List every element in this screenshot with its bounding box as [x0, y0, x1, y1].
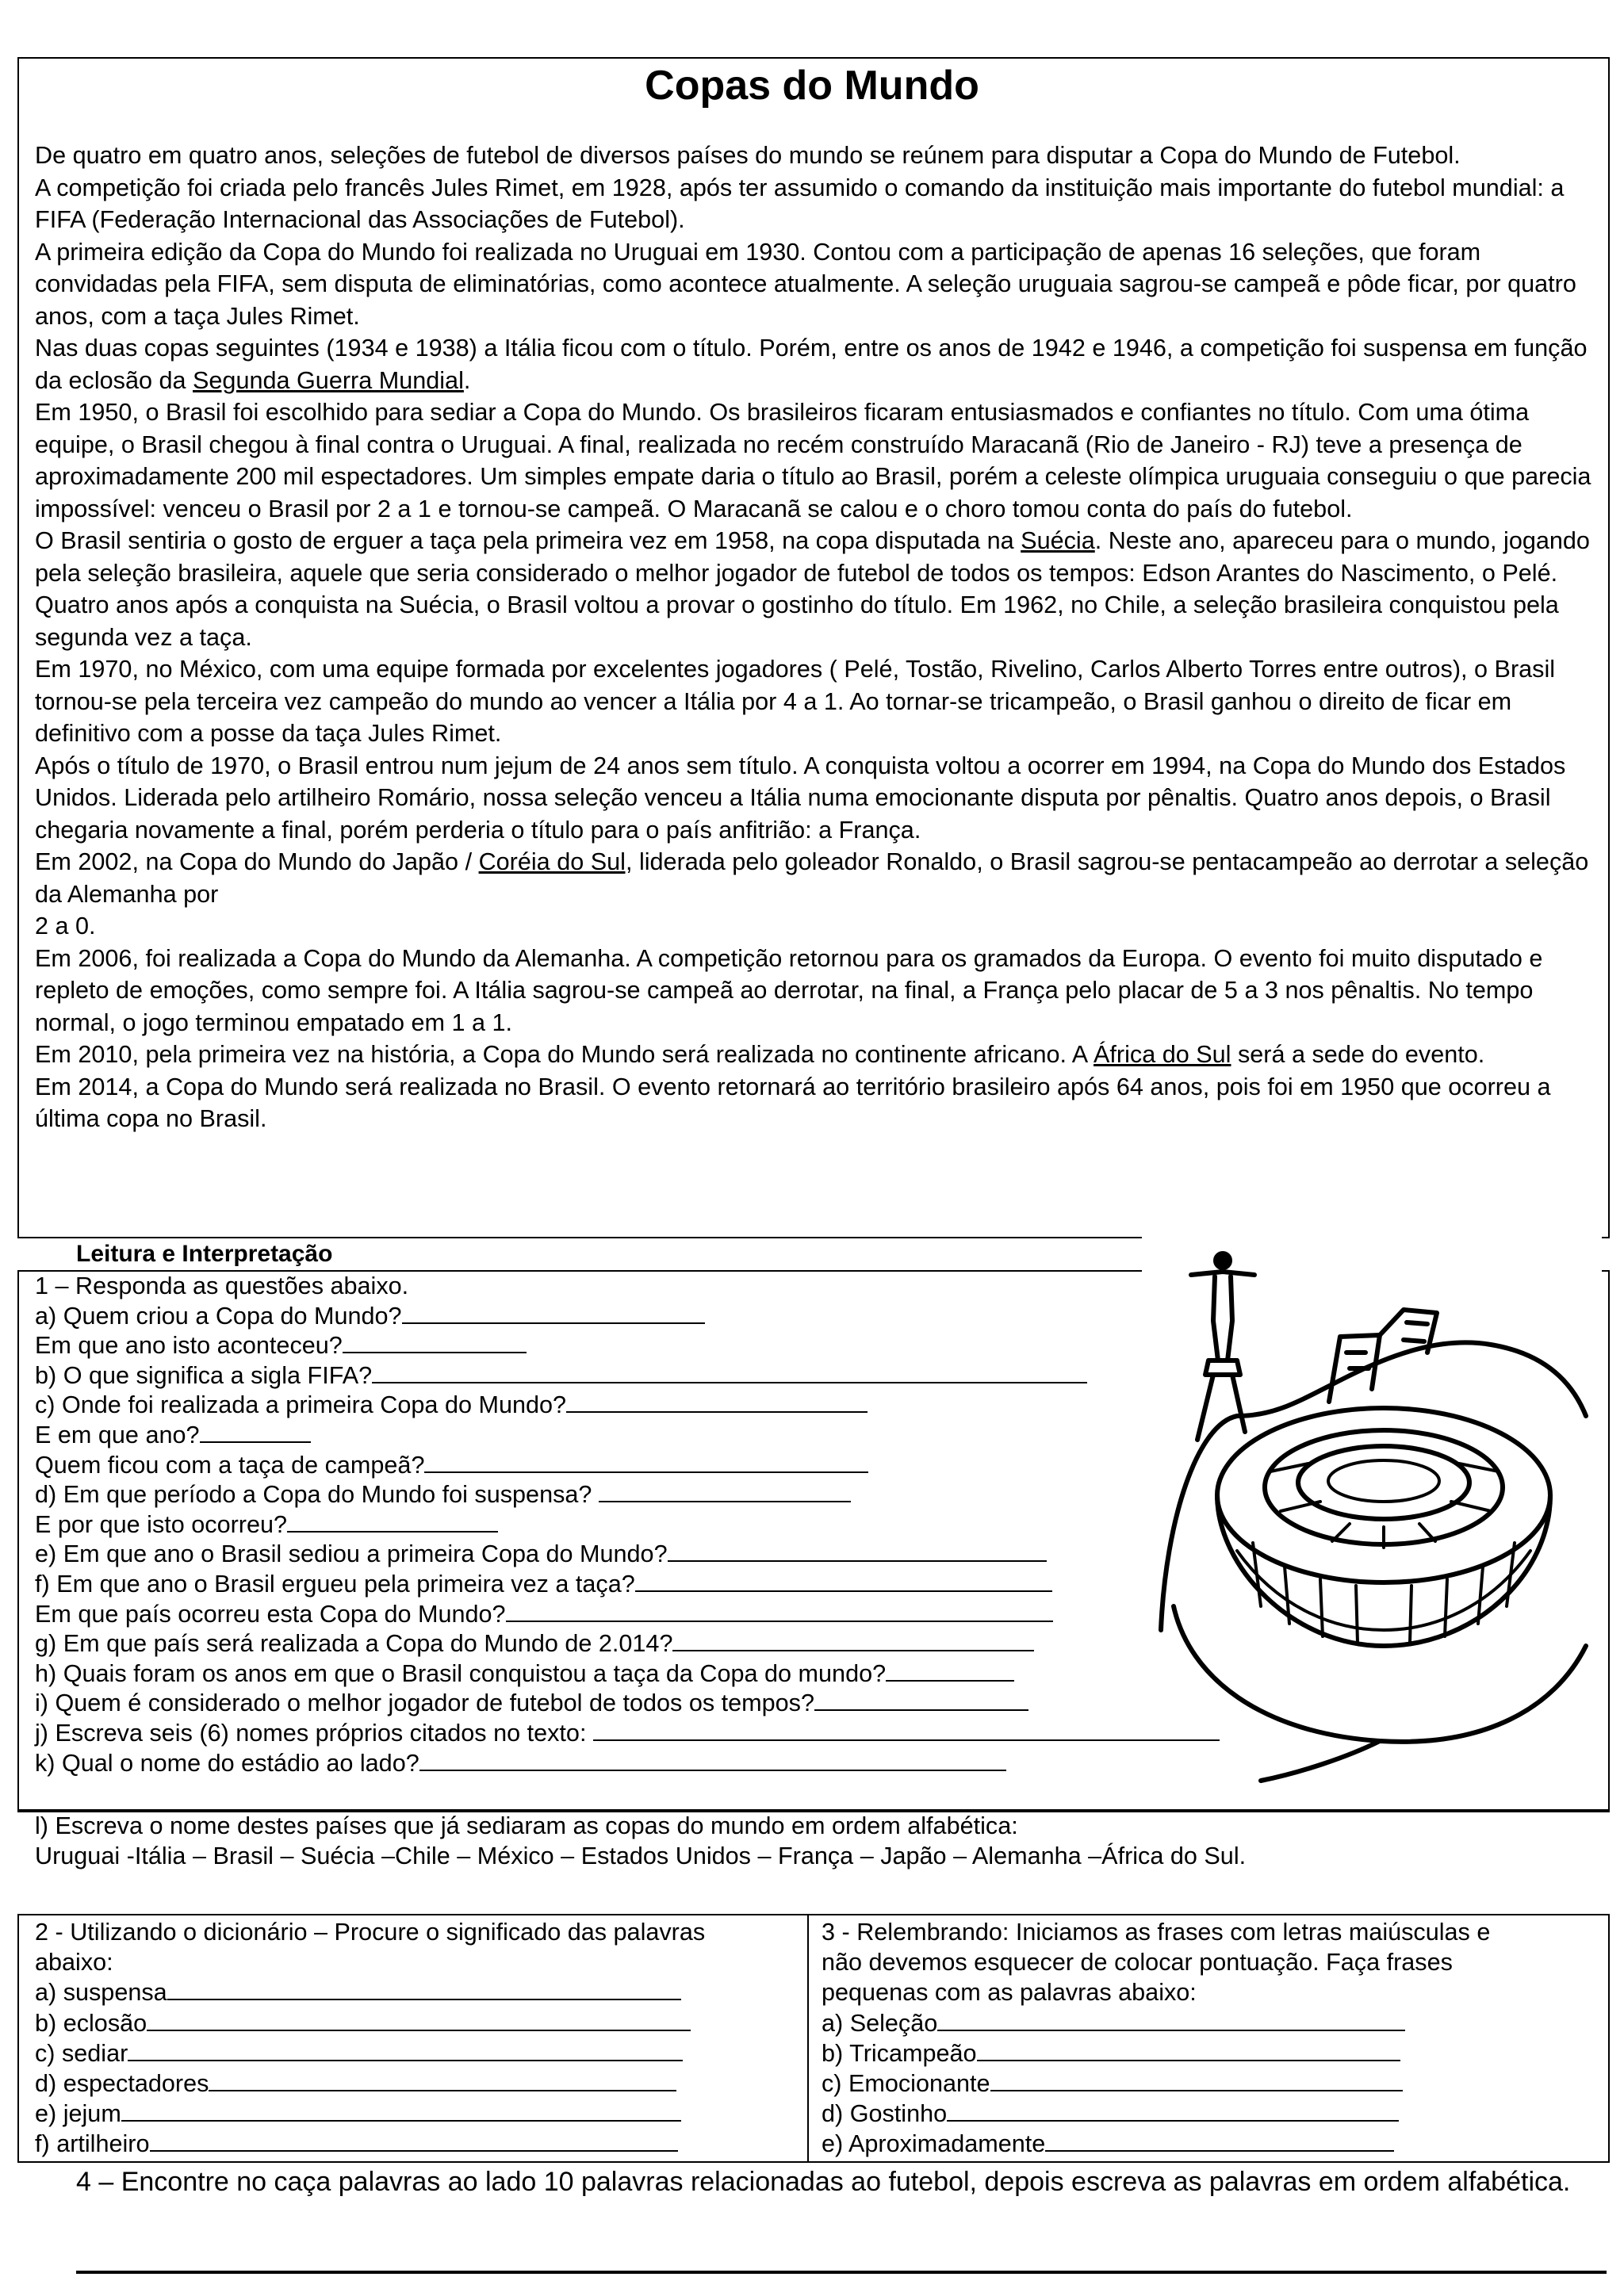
- countries-list: Uruguai -Itália – Brasil – Suécia –Chile – México – Estados Unidos – França – Japão – Alemanha –África do Sul.: [35, 1843, 1247, 1869]
- section-heading: Leitura e Interpretação: [76, 1241, 333, 1267]
- dictionary-item[interactable]: f) artilheiro: [35, 2129, 796, 2159]
- dictionary-exercise: [35, 1917, 796, 2160]
- paragraph: De quatro em quatro anos, seleções de futebol de diversos países do mundo se reúnem para disputar a Copa do Mundo de Futebol.: [35, 142, 1461, 169]
- paragraph: Em 1970, no México, com uma equipe formada por excelentes jogadores ( Pelé, Tostão, Rivelino, Carlos Alberto Torres entre outros), o Brasil tornou-se pela terceira vez campeão do mundo ao vencer a Itália por 4 a 1. Ao tornar-se tricampeão, o Brasil ganhou o direito de ficar em definitivo com a posse da taça Jules Rimet.: [35, 656, 1556, 747]
- dictionary-item[interactable]: e) jejum: [35, 2099, 796, 2129]
- page-title: Copas do Mundo: [645, 63, 979, 109]
- question-a[interactable]: a) Quem criou a Copa do Mundo?: [35, 1302, 1161, 1332]
- question-4: 4 – Encontre no caça palavras ao lado 10 palavras relacionadas ao futebol, depois escreva as palavras em ordem alfabética.: [76, 2167, 1571, 2197]
- paragraph: Após o título de 1970, o Brasil entrou num jejum de 24 anos sem título. A conquista voltou a ocorrer em 1994, na Copa do Mundo dos Estados Unidos. Liderada pelo artilheiro Romário, nossa seleção venceu a Itália numa emocionante disputa por pênaltis. Quatro anos depois, o Brasil chegaria novamente a final, porém perderia o título para o país anfitrião: a França.: [35, 752, 1566, 844]
- question-l: [35, 1811, 1589, 1871]
- paragraph: Em 2002, na Copa do Mundo do Japão / Coréia do Sul, liderada pelo goleador Ronaldo, o Brasil sagrou-se pentacampeão ao derrotar a seleção da Alemanha por: [35, 848, 1589, 908]
- paragraph: 2 a 0.: [35, 913, 96, 939]
- question-g[interactable]: g) Em que país será realizada a Copa do Mundo de 2.014?: [35, 1629, 1161, 1659]
- paragraph: Nas duas copas seguintes (1934 e 1938) a Itália ficou com o título. Porém, entre os anos de 1942 e 1946, a competição foi suspensa em função da eclosão da Segunda Guerra Mundial.: [35, 335, 1588, 394]
- sentences-item[interactable]: a) Seleção: [822, 2008, 1599, 2038]
- sentences-item[interactable]: b) Tricampeão: [822, 2038, 1599, 2068]
- sentences-heading: pequenas com as palavras abaixo:: [822, 1979, 1197, 2007]
- link-suecia[interactable]: Suécia: [1021, 527, 1095, 554]
- paragraph: Em 2006, foi realizada a Copa do Mundo da Alemanha. A competição retornou para os gramados da Europa. O evento foi muito disputado e repleto de emoções, como sempre foi. A Itália sagrou-se campeã ao derrotar, na final, a França pelo placar de 5 a 3 nos pênaltis. No tempo normal, o jogo terminou empatado em 1 a 1.: [35, 944, 1543, 1036]
- question-d2[interactable]: E por que isto ocorreu?: [35, 1510, 1161, 1540]
- question-f[interactable]: f) Em que ano o Brasil ergueu pela primeira vez a taça?: [35, 1570, 1161, 1600]
- answer-line[interactable]: [76, 2271, 1607, 2274]
- question-c2[interactable]: E em que ano?: [35, 1421, 1161, 1451]
- link-segunda-guerra[interactable]: Segunda Guerra Mundial: [193, 366, 464, 394]
- question-f2[interactable]: Em que país ocorreu esta Copa do Mundo?: [35, 1600, 1161, 1630]
- sentences-exercise: [822, 1917, 1599, 2160]
- question-intro: 1 – Responda as questões abaixo.: [35, 1272, 409, 1299]
- question-e[interactable]: e) Em que ano o Brasil sediou a primeira Copa do Mundo?: [35, 1540, 1161, 1570]
- paragraph: A competição foi criada pelo francês Jules Rimet, em 1928, após ter assumido o comando da instituição mais importante do futebol mundial: a FIFA (Federação Internacional das Associações de Futebol).: [35, 174, 1565, 233]
- paragraph: O Brasil sentiria o gosto de erguer a taça pela primeira vez em 1958, na copa disputada na Suécia. Neste ano, apareceu para o mundo, jogando pela seleção brasileira, aquele que seria considerado o melhor jogador de futebol de todos os tempos: Edson Arantes do Nascimento, o Pelé.: [35, 527, 1590, 587]
- sentences-heading: não devemos esquecer de colocar pontuação. Faça frases: [822, 1949, 1453, 1976]
- paragraph: Em 1950, o Brasil foi escolhido para sediar a Copa do Mundo. Os brasileiros ficaram entusiasmados e confiantes no título. Com uma ótima equipe, o Brasil chegou à final contra o Uruguai. A final, realizada no recém construído Maracanã (Rio de Janeiro - RJ) teve a presença de aproximadamente 200 mil espectadores. Um simples empate daria o título ao Brasil, porém a celeste olímpica uruguaia conseguiu o que parecia impossível: venceu o Brasil por 2 a 1 e tornou-se campeã. O Maracanã se calou e o choro tomou conta do país do futebol.: [35, 399, 1591, 522]
- question-h[interactable]: h) Quais foram os anos em que o Brasil conquistou a taça da Copa do mundo?: [35, 1659, 1161, 1689]
- question-d[interactable]: d) Em que período a Copa do Mundo foi suspensa?: [35, 1480, 1161, 1510]
- sentences-item[interactable]: e) Aproximadamente: [822, 2129, 1599, 2159]
- dictionary-item[interactable]: a) suspensa: [35, 1977, 796, 2007]
- paragraph: Em 2014, a Copa do Mundo será realizada no Brasil. O evento retornará ao território brasileiro após 64 anos, pois foi em 1950 que ocorreu a última copa no Brasil.: [35, 1073, 1551, 1132]
- sentences-heading: 3 - Relembrando: Iniciamos as frases com letras maiúsculas e: [822, 1919, 1491, 1946]
- paragraph: Em 2010, pela primeira vez na história, a Copa do Mundo será realizada no continente africano. A África do Sul será a sede do evento.: [35, 1041, 1485, 1068]
- question-i[interactable]: i) Quem é considerado o melhor jogador de futebol de todos os tempos?: [35, 1689, 1161, 1719]
- dictionary-heading: 2 - Utilizando o dicionário – Procure o significado das palavras: [35, 1919, 706, 1946]
- question-k[interactable]: k) Qual o nome do estádio ao lado?: [35, 1749, 1161, 1779]
- column-divider: [807, 1914, 809, 2163]
- questions-list: [35, 1272, 1161, 1778]
- question-c3[interactable]: Quem ficou com a taça de campeã?: [35, 1451, 1161, 1481]
- article-text: [35, 140, 1594, 1135]
- question-b[interactable]: b) O que significa a sigla FIFA?: [35, 1361, 1161, 1391]
- dictionary-item[interactable]: d) espectadores: [35, 2068, 796, 2099]
- question-l-prompt: l) Escreva o nome destes países que já sediaram as copas do mundo em ordem alfabética:: [35, 1812, 1018, 1839]
- dictionary-item[interactable]: b) eclosão: [35, 2008, 796, 2038]
- question-c[interactable]: c) Onde foi realizada a primeira Copa do Mundo?: [35, 1391, 1161, 1421]
- maracana-stadium-illustration: [1142, 1234, 1602, 1789]
- question-a2[interactable]: Em que ano isto aconteceu?: [35, 1331, 1161, 1361]
- sentences-item[interactable]: c) Emocionante: [822, 2068, 1599, 2099]
- link-coreia[interactable]: Coréia do Sul,: [478, 848, 633, 875]
- dictionary-item[interactable]: c) sediar: [35, 2038, 796, 2068]
- question-j[interactable]: j) Escreva seis (6) nomes próprios citados no texto:: [35, 1719, 1161, 1749]
- paragraph: A primeira edição da Copa do Mundo foi realizada no Uruguai em 1930. Contou com a participação de apenas 16 seleções, que foram convidadas pela FIFA, sem disputa de eliminatórias, como acontece atualmente. A seleção uruguaia sagrou-se campeã e pôde ficar, por quatro anos, com a taça Jules Rimet.: [35, 238, 1576, 330]
- paragraph: Quatro anos após a conquista na Suécia, o Brasil voltou a provar o gostinho do título. Em 1962, no Chile, a seleção brasileira conquistou pela segunda vez a taça.: [35, 591, 1559, 651]
- sentences-item[interactable]: d) Gostinho: [822, 2099, 1599, 2129]
- link-africa-do-sul[interactable]: África do Sul: [1094, 1041, 1231, 1068]
- dictionary-heading: abaixo:: [35, 1949, 113, 1976]
